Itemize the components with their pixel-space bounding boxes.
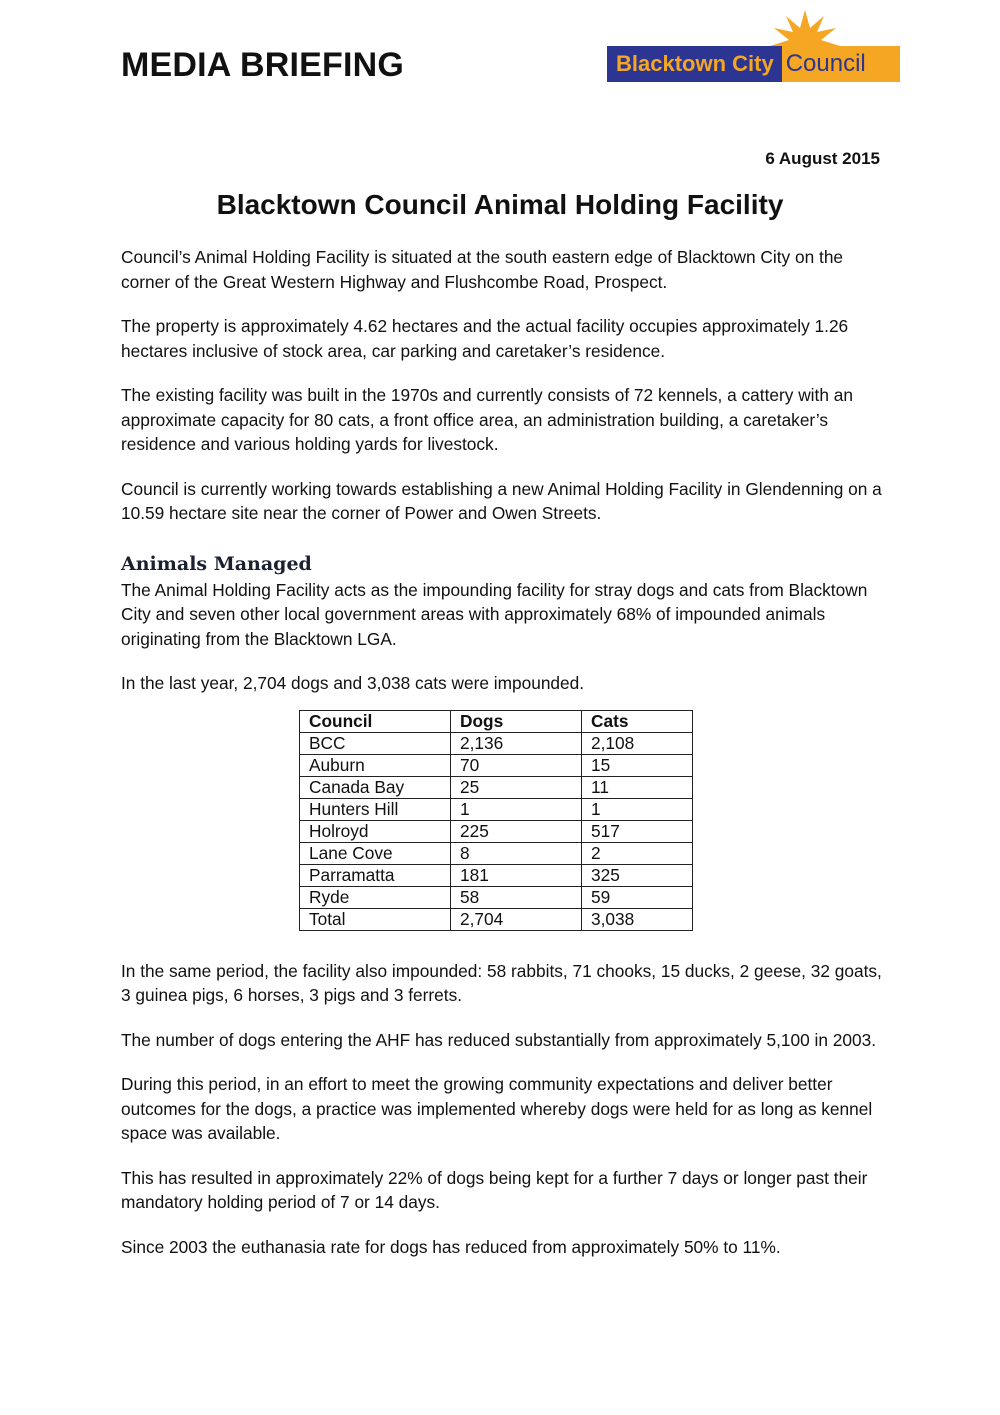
- briefing-date: 6 August 2015: [765, 149, 880, 168]
- table-row: [300, 776, 693, 798]
- table-row: [300, 864, 693, 886]
- document-body: [121, 245, 883, 1279]
- table-header-row: [300, 710, 693, 732]
- logo-text-blacktown: Blacktown: [616, 51, 727, 76]
- logo-wordmark: [607, 46, 900, 82]
- table-cell-council: Lane Cove: [300, 842, 451, 864]
- table-row-total: [300, 908, 693, 930]
- table-cell-dogs: 181: [451, 864, 582, 886]
- intro-paragraph-2: The property is approximately 4.62 hectares and the actual facility occupies approximately 1.26 hectares inclusive of stock area, car parking and caretaker’s residence.: [121, 316, 849, 361]
- table-cell-cats: 2: [582, 842, 693, 864]
- table-cell-cats: 1: [582, 798, 693, 820]
- table-cell-cats: 517: [582, 820, 693, 842]
- table-cell-cats: 11: [582, 776, 693, 798]
- logo-text-city: City: [732, 51, 774, 76]
- table-cell-cats: 2,108: [582, 732, 693, 754]
- blacktown-city-council-logo: [607, 10, 900, 85]
- closing-paragraph-3: During this period, in an effort to meet the growing community expectations and deliver better outcomes for the dogs, a practice was implemented whereby dogs were held for as long as kennel space was available.: [121, 1074, 873, 1143]
- table-cell-cats: 325: [582, 864, 693, 886]
- table-header-dogs: Dogs: [451, 710, 582, 732]
- section-paragraph-2: In the last year, 2,704 dogs and 3,038 cats were impounded.: [121, 673, 585, 693]
- table-cell-dogs: 2,136: [451, 732, 582, 754]
- table-cell-council: Parramatta: [300, 864, 451, 886]
- table-cell-dogs: 58: [451, 886, 582, 908]
- logo-text-left: [607, 46, 782, 82]
- intro-paragraph-1: Council’s Animal Holding Facility is situated at the south eastern edge of Blacktown City on the corner of the Great Western Highway and Flushcombe Road, Prospect.: [121, 247, 844, 292]
- table-row: [300, 732, 693, 754]
- table-cell-council: Auburn: [300, 754, 451, 776]
- table-cell-dogs: 70: [451, 754, 582, 776]
- table-row: [300, 798, 693, 820]
- table-cell-dogs: 25: [451, 776, 582, 798]
- table-cell-dogs: 2,704: [451, 908, 582, 930]
- closing-paragraph-4: This has resulted in approximately 22% of dogs being kept for a further 7 days or longer past their mandatory holding period of 7 or 14 days.: [121, 1167, 868, 1212]
- section-heading-animals-managed: Animals Managed: [121, 552, 312, 575]
- table-row: [300, 820, 693, 842]
- table-cell-council: Total: [300, 908, 451, 930]
- table-cell-cats: 59: [582, 886, 693, 908]
- table-cell-cats: 15: [582, 754, 693, 776]
- table-header-cats: Cats: [582, 710, 693, 732]
- impound-statistics-table: [299, 710, 693, 931]
- section-paragraph-1: The Animal Holding Facility acts as the impounding facility for stray dogs and cats from Blacktown City and seven other local government areas with approximately 68% of impounded animals originating from the Blacktown LGA.: [121, 579, 868, 649]
- closing-paragraph-2: The number of dogs entering the AHF has reduced substantially from approximately 5,100 in 2003.: [121, 1029, 877, 1050]
- table-cell-dogs: 1: [451, 798, 582, 820]
- table-cell-dogs: 225: [451, 820, 582, 842]
- table-cell-council: Hunters Hill: [300, 798, 451, 820]
- logo-text-council: Council: [782, 46, 900, 82]
- table-row: [300, 842, 693, 864]
- closing-paragraph-5: Since 2003 the euthanasia rate for dogs has reduced from approximately 50% to 11%.: [121, 1236, 781, 1257]
- intro-paragraph-4: Council is currently working towards establishing a new Animal Holding Facility in Glendenning on a 10.59 hectare site near the corner of Power and Owen Streets.: [121, 478, 882, 523]
- table-row: [300, 754, 693, 776]
- table-row: [300, 886, 693, 908]
- table-header-council: Council: [300, 710, 451, 732]
- table-cell-council: Canada Bay: [300, 776, 451, 798]
- table-cell-council: BCC: [300, 732, 451, 754]
- table-cell-dogs: 8: [451, 842, 582, 864]
- table-cell-council: Holroyd: [300, 820, 451, 842]
- table-cell-cats: 3,038: [582, 908, 693, 930]
- closing-paragraph-1: In the same period, the facility also impounded: 58 rabbits, 71 chooks, 15 ducks, 2 geese, 32 goats, 3 guinea pigs, 6 horses, 3 pigs and 3 ferrets.: [121, 960, 882, 1005]
- media-briefing-label: MEDIA BRIEFING: [121, 46, 404, 84]
- intro-paragraph-3: The existing facility was built in the 1970s and currently consists of 72 kennels, a cattery with an approximate capacity for 80 cats, a front office area, an administration building, a caretaker’s residence and various holding yards for livestock.: [121, 385, 853, 454]
- document-title: Blacktown Council Animal Holding Facility: [216, 189, 784, 220]
- table-cell-council: Ryde: [300, 886, 451, 908]
